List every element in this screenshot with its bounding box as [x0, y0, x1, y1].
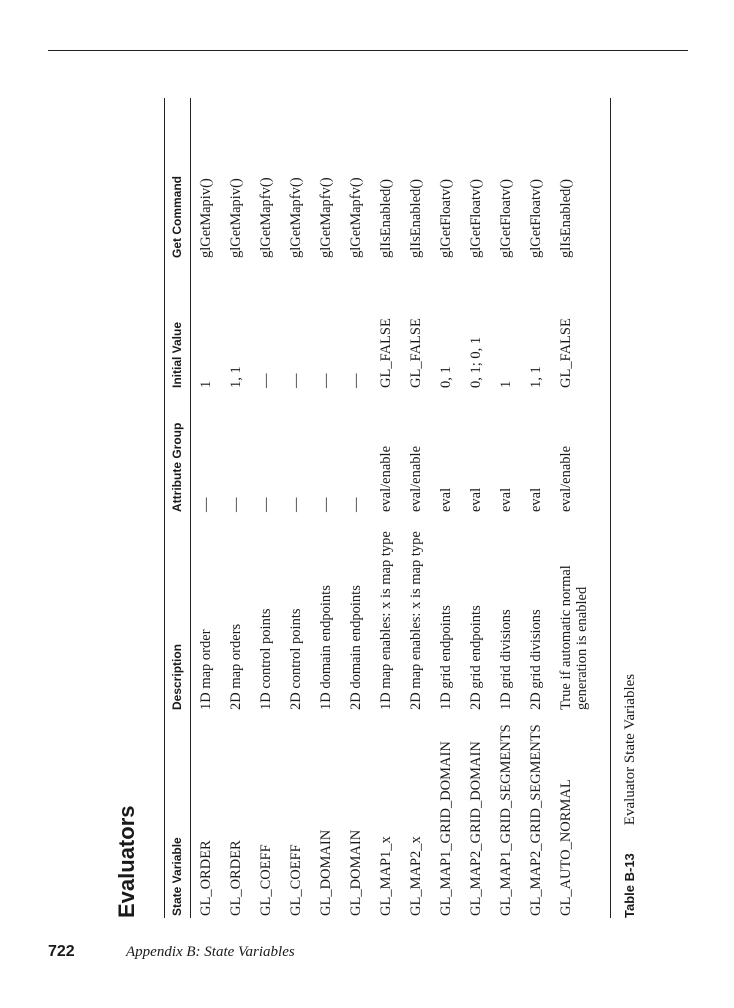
cell-state-variable: GL_MAP1_x — [378, 836, 394, 916]
cell-attribute-group: eval/enable — [408, 445, 424, 512]
cell-get-command: glGetMapiv() — [228, 178, 244, 258]
cell-attribute-group: — — [198, 497, 214, 512]
cell-initial-value: GL_FALSE — [558, 318, 574, 388]
cell-description: 1D map order — [198, 629, 214, 710]
column-header-initial-value: Initial Value — [170, 321, 184, 388]
cell-initial-value: 0, 1 — [438, 366, 454, 388]
cell-state-variable: GL_DOMAIN — [318, 829, 334, 916]
cell-state-variable: GL_MAP1_GRID_DOMAIN — [438, 741, 454, 916]
cell-get-command: glGetMapfv() — [348, 177, 364, 258]
cell-initial-value: GL_FALSE — [378, 318, 394, 388]
cell-state-variable: GL_ORDER — [228, 840, 244, 916]
table-row — [468, 98, 498, 918]
running-footer: Appendix B: State Variables — [126, 944, 295, 960]
cell-get-command: glGetFloatv() — [498, 179, 514, 258]
table-row — [408, 98, 438, 918]
table-row — [228, 98, 258, 918]
cell-get-command: glIsEnabled() — [558, 179, 574, 258]
cell-description: 1D map enables: x is map type — [378, 531, 394, 710]
table-bottom-rule — [610, 98, 611, 918]
cell-description: 2D map enables: x is map type — [408, 531, 424, 710]
cell-get-command: glGetMapiv() — [198, 178, 214, 258]
column-header-get-command: Get Command — [170, 175, 184, 258]
table-top-rule — [164, 98, 165, 918]
cell-get-command: glIsEnabled() — [408, 179, 424, 258]
cell-get-command: glGetMapfv() — [318, 177, 334, 258]
cell-state-variable: GL_COEFF — [258, 844, 274, 916]
cell-attribute-group: eval/enable — [378, 445, 394, 512]
table-caption-text: Evaluator State Variables — [622, 673, 638, 826]
cell-description: 1D grid endpoints — [438, 605, 454, 710]
header-rule — [48, 50, 688, 51]
cell-get-command: glGetMapfv() — [258, 177, 274, 258]
cell-state-variable: GL_ORDER — [198, 840, 214, 916]
rotated-table-region — [110, 98, 690, 918]
cell-attribute-group: eval — [528, 487, 544, 512]
cell-description: 1D control points — [258, 608, 274, 710]
table-row — [198, 98, 228, 918]
cell-attribute-group: eval — [468, 487, 484, 512]
cell-description: 2D control points — [288, 608, 304, 710]
cell-initial-value: — — [318, 373, 334, 388]
cell-description: 2D grid endpoints — [468, 605, 484, 710]
cell-initial-value: — — [258, 373, 274, 388]
section-heading: Evaluators — [114, 805, 139, 918]
column-header-attribute-group: Attribute Group — [170, 422, 184, 512]
cell-description: 1D domain endpoints — [318, 585, 334, 710]
table-row — [258, 98, 288, 918]
cell-initial-value: 0, 1; 0, 1 — [468, 336, 484, 388]
cell-attribute-group: eval/enable — [558, 445, 574, 512]
cell-attribute-group: — — [288, 497, 304, 512]
cell-description: 2D map orders — [228, 623, 244, 710]
cell-attribute-group: — — [318, 497, 334, 512]
table-row — [288, 98, 318, 918]
cell-initial-value: 1, 1 — [528, 366, 544, 388]
table-row — [348, 98, 378, 918]
cell-description: 2D grid divisions — [528, 609, 544, 710]
cell-attribute-group: eval — [438, 487, 454, 512]
cell-attribute-group: — — [228, 497, 244, 512]
cell-state-variable: GL_COEFF — [288, 844, 304, 916]
cell-state-variable: GL_AUTO_NORMAL — [558, 779, 574, 916]
cell-state-variable: GL_MAP1_GRID_SEGMENTS — [498, 724, 514, 916]
header-separator-rule — [190, 98, 191, 918]
cell-state-variable: GL_MAP2_GRID_SEGMENTS — [528, 724, 544, 916]
cell-initial-value: GL_FALSE — [408, 318, 424, 388]
cell-attribute-group: eval — [498, 487, 514, 512]
cell-get-command: glIsEnabled() — [378, 179, 394, 258]
cell-initial-value: — — [348, 373, 364, 388]
cell-state-variable: GL_MAP2_x — [408, 836, 424, 916]
page-number: 722 — [48, 943, 75, 960]
cell-state-variable: GL_DOMAIN — [348, 829, 364, 916]
table-row — [378, 98, 408, 918]
cell-initial-value: — — [288, 373, 304, 388]
table-body — [198, 98, 602, 918]
cell-initial-value: 1, 1 — [228, 366, 244, 388]
cell-get-command: glGetFloatv() — [438, 179, 454, 258]
cell-get-command: glGetFloatv() — [468, 179, 484, 258]
table-row — [528, 98, 558, 918]
cell-description: 1D grid divisions — [498, 609, 514, 710]
cell-description: 2D domain endpoints — [348, 585, 364, 710]
table-row — [438, 98, 468, 918]
table-row — [558, 98, 602, 918]
cell-description: True if automatic normal generation is enabled — [558, 565, 590, 710]
cell-attribute-group: — — [258, 497, 274, 512]
column-header-description: Description — [170, 643, 184, 710]
cell-initial-value: 1 — [498, 380, 514, 388]
column-header-state-variable: State Variable — [170, 837, 184, 916]
cell-state-variable: GL_MAP2_GRID_DOMAIN — [468, 741, 484, 916]
table-caption-label: Table B-13 — [622, 853, 637, 918]
cell-initial-value: 1 — [198, 380, 214, 388]
table-row — [498, 98, 528, 918]
cell-attribute-group: — — [348, 497, 364, 512]
cell-get-command: glGetFloatv() — [528, 179, 544, 258]
table-caption — [622, 674, 639, 918]
cell-get-command: glGetMapfv() — [288, 177, 304, 258]
table-row — [318, 98, 348, 918]
